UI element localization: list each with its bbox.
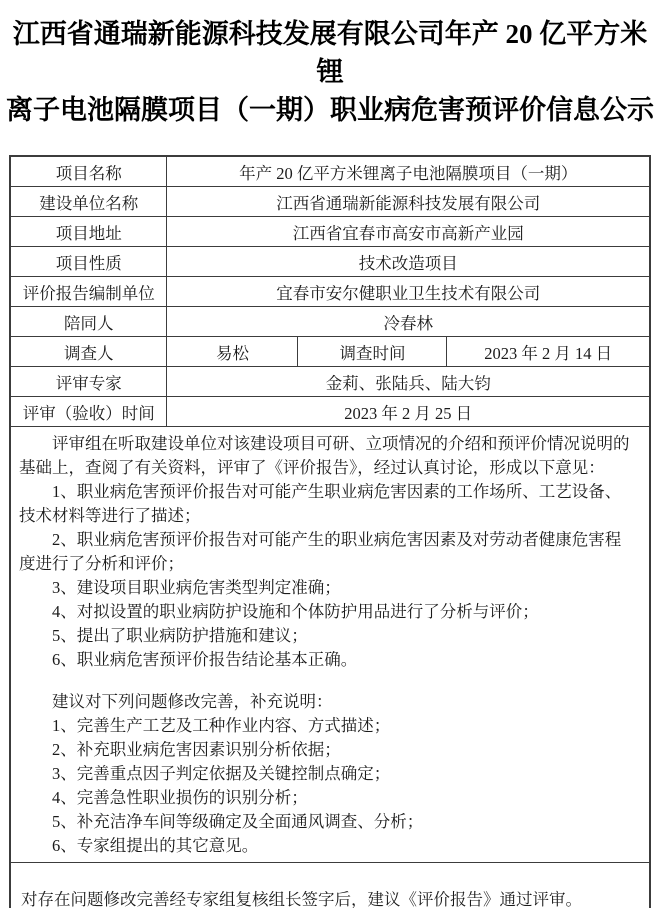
table-row-project-nature bbox=[10, 247, 650, 277]
accompanying-person-label: 陪同人 bbox=[10, 307, 167, 337]
opinion-item-5: 5、提出了职业病防护措施和建议； bbox=[51, 626, 308, 645]
survey-time-label: 调查时间 bbox=[298, 337, 447, 367]
table-row-project-address bbox=[10, 217, 650, 247]
table-row-review-opinion bbox=[10, 427, 650, 863]
page-title-line2: 离子电池隔膜项目（一期）职业病危害预评价信息公示 bbox=[6, 95, 654, 125]
opinion-item-1: 1、职业病危害预评价报告对可能产生职业病危害因素的工作场所、工艺设备、技术材料等进行了描述； bbox=[18, 482, 622, 525]
table-row-review-experts bbox=[10, 367, 650, 397]
opinion-item-2: 2、职业病危害预评价报告对可能产生的职业病危害因素及对劳动者健康危害程度进行了分析和评价； bbox=[18, 530, 622, 573]
project-nature-value: 技术改造项目 bbox=[167, 247, 650, 277]
suggestion-item-3: 3、完善重点因子判定依据及关键控制点确定； bbox=[51, 764, 391, 783]
project-name-value: 年产 20 亿平方米锂离子电池隔膜项目（一期） bbox=[167, 156, 650, 187]
table-row-project-name bbox=[10, 156, 650, 187]
project-address-label: 项目地址 bbox=[10, 217, 167, 247]
opinion-intro: 评审组在听取建设单位对该建设项目可研、立项情况的介绍和预评价情况说明的基础上，查阅了有关资料，评审了《评价报告》，经过认真讨论，形成以下意见： bbox=[18, 434, 630, 477]
suggestion-item-5: 5、补充洁净车间等级确定及全面通风调查、分析； bbox=[51, 812, 424, 831]
opinion-item-6: 6、职业病危害预评价报告结论基本正确。 bbox=[51, 650, 358, 669]
suggestion-item-1: 1、完善生产工艺及工种作业内容、方式描述； bbox=[51, 716, 391, 735]
opinion-section-gap bbox=[19, 672, 634, 690]
page-title-line1: 江西省通瑞新能源科技发展有限公司年产 20 亿平方米锂 bbox=[12, 19, 648, 87]
suggestion-item-4: 4、完善急性职业损伤的识别分析； bbox=[51, 788, 308, 807]
project-address-value: 江西省宜春市高安市高新产业园 bbox=[167, 217, 650, 247]
table-row-report-preparer bbox=[10, 277, 650, 307]
table-row-review-time bbox=[10, 397, 650, 427]
suggestion-item-6: 6、专家组提出的其它意见。 bbox=[51, 836, 259, 855]
construction-unit-value: 江西省通瑞新能源科技发展有限公司 bbox=[167, 187, 650, 217]
project-name-label: 项目名称 bbox=[10, 156, 167, 187]
review-opinion-cell bbox=[10, 427, 650, 863]
review-time-value: 2023 年 2 月 25 日 bbox=[167, 397, 650, 427]
accompanying-person-value: 冷春林 bbox=[167, 307, 650, 337]
review-experts-label: 评审专家 bbox=[10, 367, 167, 397]
info-table bbox=[9, 155, 651, 908]
project-nature-label: 项目性质 bbox=[10, 247, 167, 277]
table-row-construction-unit bbox=[10, 187, 650, 217]
review-experts-value: 金莉、张陆兵、陆大钧 bbox=[167, 367, 650, 397]
report-preparer-value: 宜春市安尔健职业卫生技术有限公司 bbox=[167, 277, 650, 307]
investigator-value: 易松 bbox=[167, 337, 298, 367]
survey-time-value: 2023 年 2 月 14 日 bbox=[447, 337, 650, 367]
review-time-label: 评审（验收）时间 bbox=[10, 397, 167, 427]
suggestion-intro: 建议对下列问题修改完善，补充说明： bbox=[51, 692, 333, 711]
table-row-footer-note bbox=[10, 863, 650, 908]
page-title bbox=[0, 0, 660, 129]
construction-unit-label: 建设单位名称 bbox=[10, 187, 167, 217]
table-row-accompanying-person bbox=[10, 307, 650, 337]
investigator-label: 调查人 bbox=[10, 337, 167, 367]
footer-note: 对存在问题修改完善经专家组复核组长签字后，建议《评价报告》通过评审。 bbox=[10, 863, 650, 908]
opinion-item-3: 3、建设项目职业病危害类型判定准确； bbox=[51, 578, 341, 597]
report-preparer-label: 评价报告编制单位 bbox=[10, 277, 167, 307]
opinion-item-4: 4、对拟设置的职业病防护设施和个体防护用品进行了分析与评价； bbox=[51, 602, 539, 621]
suggestion-item-2: 2、补充职业病危害因素识别分析依据； bbox=[51, 740, 341, 759]
table-row-investigator bbox=[10, 337, 650, 367]
